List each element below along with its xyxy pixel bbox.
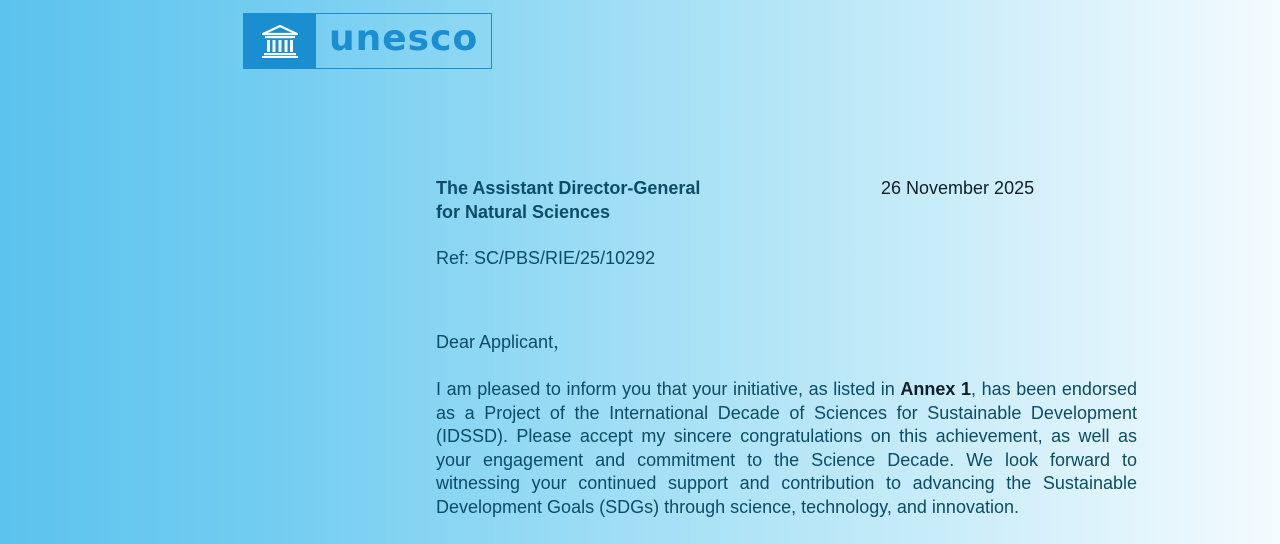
letter-date: 26 November 2025	[881, 178, 1035, 198]
unesco-wordmark: unesco	[329, 18, 479, 59]
annex-reference: Annex 1	[900, 379, 972, 399]
letter-body-paragraph	[436, 378, 1137, 519]
body-text-start: I am pleased to inform you that your initiative, as listed in	[436, 379, 901, 399]
salutation: Dear Applicant，	[436, 332, 572, 352]
sender-block	[436, 176, 700, 224]
reference-number: Ref: SC/PBS/RIE/25/10292	[436, 248, 656, 268]
unesco-logo	[243, 13, 492, 69]
body-text-rest: , has been endorsed as a Project of the International Decade of Sciences for Sustainable Development (IDSSD). Please accept my sincere congratulations on this achievement, as well as your engagement and commitment to the Science Decade. We look forward to witnessing your continued support and contribution to advancing the Sustainable Development Goals (SDGs) through science, technology, and innovation.	[436, 379, 1137, 517]
sender-department: for Natural Sciences	[436, 202, 611, 222]
sender-title: The Assistant Director-General	[436, 178, 701, 198]
unesco-temple-icon	[244, 14, 316, 68]
